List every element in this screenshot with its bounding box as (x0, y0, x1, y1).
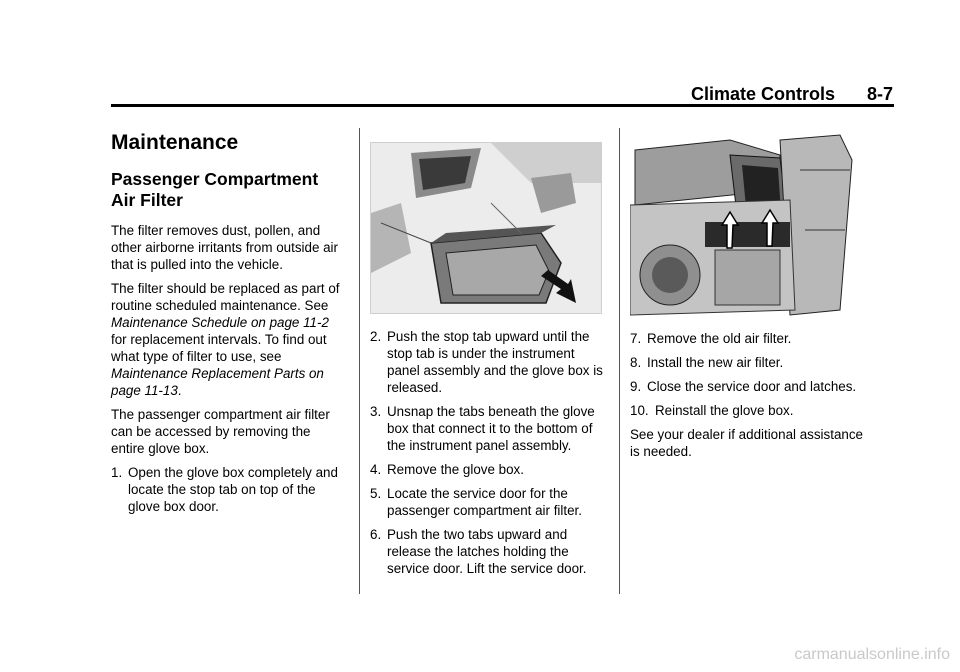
section-heading-line1: Passenger Compartment (111, 169, 319, 189)
page-number: 8-7 (866, 84, 893, 104)
list-item (111, 464, 343, 515)
page-heading: Maintenance (111, 131, 239, 154)
section-title: Climate Controls (690, 84, 835, 104)
header-rule (111, 104, 894, 107)
step-number: 6. (370, 527, 382, 542)
text-run: . (177, 383, 182, 398)
access-paragraph: The passenger compartment air filter can be accessed by removing the entire glove box. (111, 407, 330, 456)
section-heading (111, 169, 343, 211)
step-text: Locate the service door for the passenger compartment air filter. (387, 486, 582, 518)
column-divider (359, 128, 360, 594)
step-number: 5. (370, 486, 382, 501)
column-divider (619, 128, 620, 594)
xref-replacement-parts[interactable]: Maintenance Replacement Parts on page 11-13 (111, 366, 324, 398)
step-number: 1. (111, 465, 123, 480)
closing-paragraph: See your dealer if additional assistance is needed. (630, 427, 863, 459)
step-number: 9. (630, 379, 642, 394)
list-item (370, 526, 610, 577)
steps-list (630, 330, 870, 419)
list-item (630, 378, 870, 395)
step-number: 10. (630, 403, 649, 418)
glove-box-illustration (370, 142, 602, 314)
list-item (370, 328, 610, 396)
intro-paragraph: The filter removes dust, pollen, and other airborne irritants from outside air that is pulled into the vehicle. (111, 223, 338, 272)
step-text: Remove the glove box. (387, 462, 524, 477)
xref-maintenance-schedule[interactable]: Maintenance Schedule on page 11-2 (111, 315, 329, 330)
text-run: The filter should be replaced as part of routine scheduled maintenance. See (111, 281, 340, 313)
list-item (370, 461, 610, 478)
list-item (370, 485, 610, 519)
running-header (691, 84, 893, 105)
column-2 (370, 128, 610, 584)
step-text: Reinstall the glove box. (655, 403, 794, 418)
section-heading-line2: Air Filter (111, 190, 183, 210)
step-text: Remove the old air filter. (647, 331, 792, 346)
step-number: 8. (630, 355, 642, 370)
step-number: 7. (630, 331, 642, 346)
step-number: 4. (370, 462, 382, 477)
steps-list (111, 464, 343, 515)
watermark: carmanualsonline.info (794, 646, 950, 663)
step-text: Install the new air filter. (647, 355, 784, 370)
list-item (630, 330, 870, 347)
steps-list (370, 328, 610, 577)
column-3 (630, 128, 870, 467)
schedule-paragraph (111, 280, 343, 399)
text-run: for replacement intervals. To find out what type of filter to use, see (111, 332, 327, 364)
column-1 (111, 128, 343, 522)
list-item (370, 403, 610, 454)
step-number: 2. (370, 329, 382, 344)
step-text: Open the glove box completely and locate the stop tab on top of the glove box door. (128, 465, 338, 514)
list-item (630, 354, 870, 371)
step-number: 3. (370, 404, 382, 419)
step-text: Unsnap the tabs beneath the glove box that connect it to the bottom of the instrument panel assembly. (387, 404, 595, 453)
service-door-illustration (630, 130, 856, 319)
step-text: Push the stop tab upward until the stop tab is under the instrument panel assembly and the glove box is released. (387, 329, 603, 395)
step-text: Push the two tabs upward and release the latches holding the service door. Lift the service door. (387, 527, 587, 576)
step-text: Close the service door and latches. (647, 379, 857, 394)
list-item (630, 402, 870, 419)
